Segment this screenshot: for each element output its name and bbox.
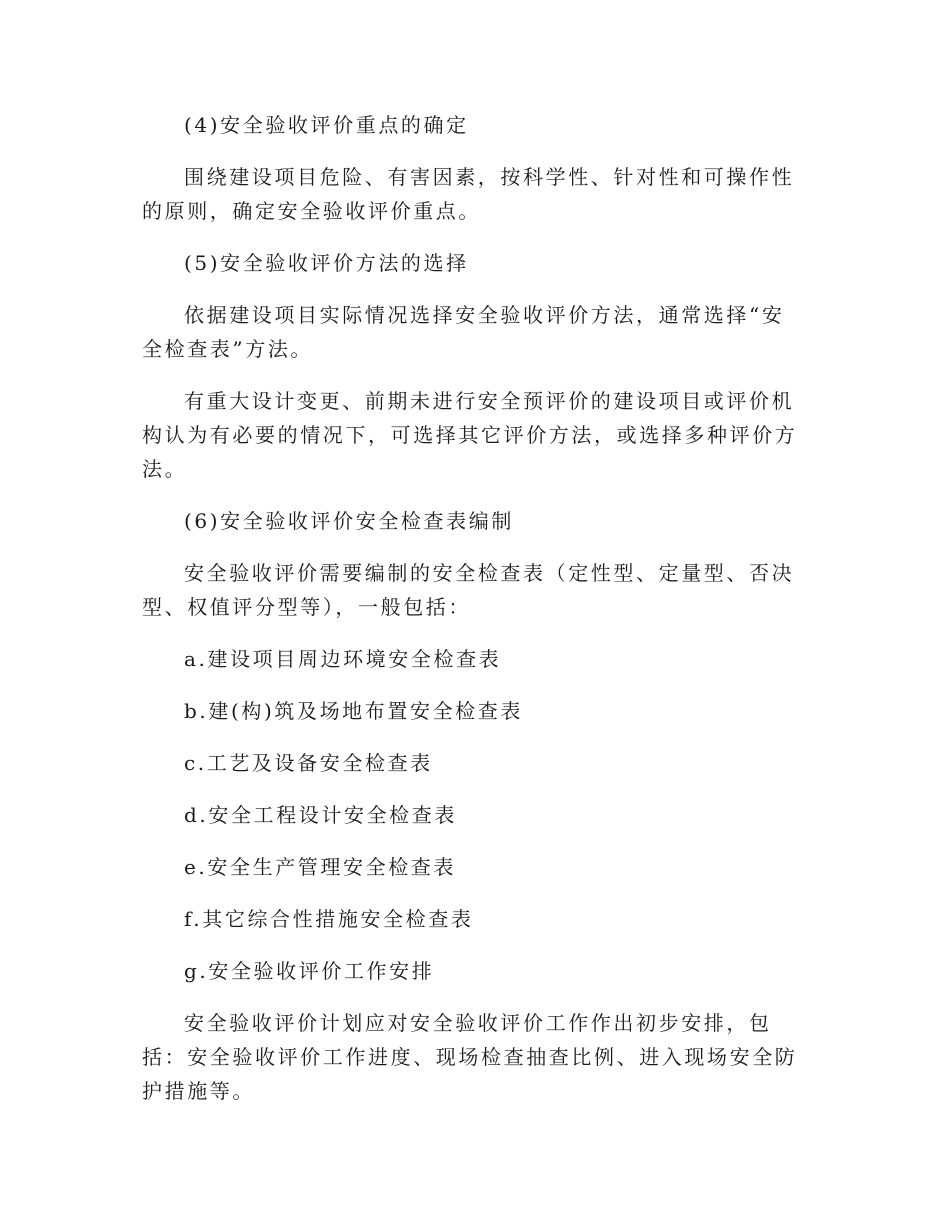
- paragraph-evaluation-focus: 围绕建设项目危险、有害因素，按科学性、针对性和可操作性的原则，确定安全验收评价重点。: [142, 165, 795, 223]
- section-heading-evaluation-focus: (4)安全验收评价重点的确定: [184, 113, 469, 137]
- list-item-e: e.安全生产管理安全检查表: [184, 855, 456, 879]
- list-item-c: c.工艺及设备安全检查表: [184, 751, 433, 775]
- list-item-a: a.建设项目周边环境安全检查表: [184, 647, 502, 671]
- paragraph-work-arrangement: 安全验收评价计划应对安全验收评价工作作出初步安排，包括：安全验收评价工作进度、现场检查抽查比例、进入现场安全防护措施等。: [142, 1011, 798, 1103]
- document-body: [142, 108, 802, 1126]
- list-item-g: g.安全验收评价工作安排: [184, 959, 435, 983]
- list-item-b: b.建(构)筑及场地布置安全检查表: [184, 699, 523, 723]
- list-item-d: d.安全工程设计安全检查表: [184, 803, 457, 827]
- list-item-f: f.其它综合性措施安全检查表: [184, 907, 474, 931]
- section-heading-method-selection: (5)安全验收评价方法的选择: [184, 251, 469, 275]
- paragraph-other-methods: 有重大设计变更、前期未进行安全预评价的建设项目或评价机构认为有必要的情况下，可选择其它评价方法，或选择多种评价方法。: [142, 389, 798, 481]
- paragraph-method-selection: 依据建设项目实际情况选择安全验收评价方法，通常选择“安全检查表”方法。: [142, 303, 785, 361]
- section-heading-checklist-compilation: (6)安全验收评价安全检查表编制: [184, 509, 514, 533]
- paragraph-checklist-types: 安全验收评价需要编制的安全检查表（定性型、定量型、否决型、权值评分型等），一般包括：: [142, 561, 795, 619]
